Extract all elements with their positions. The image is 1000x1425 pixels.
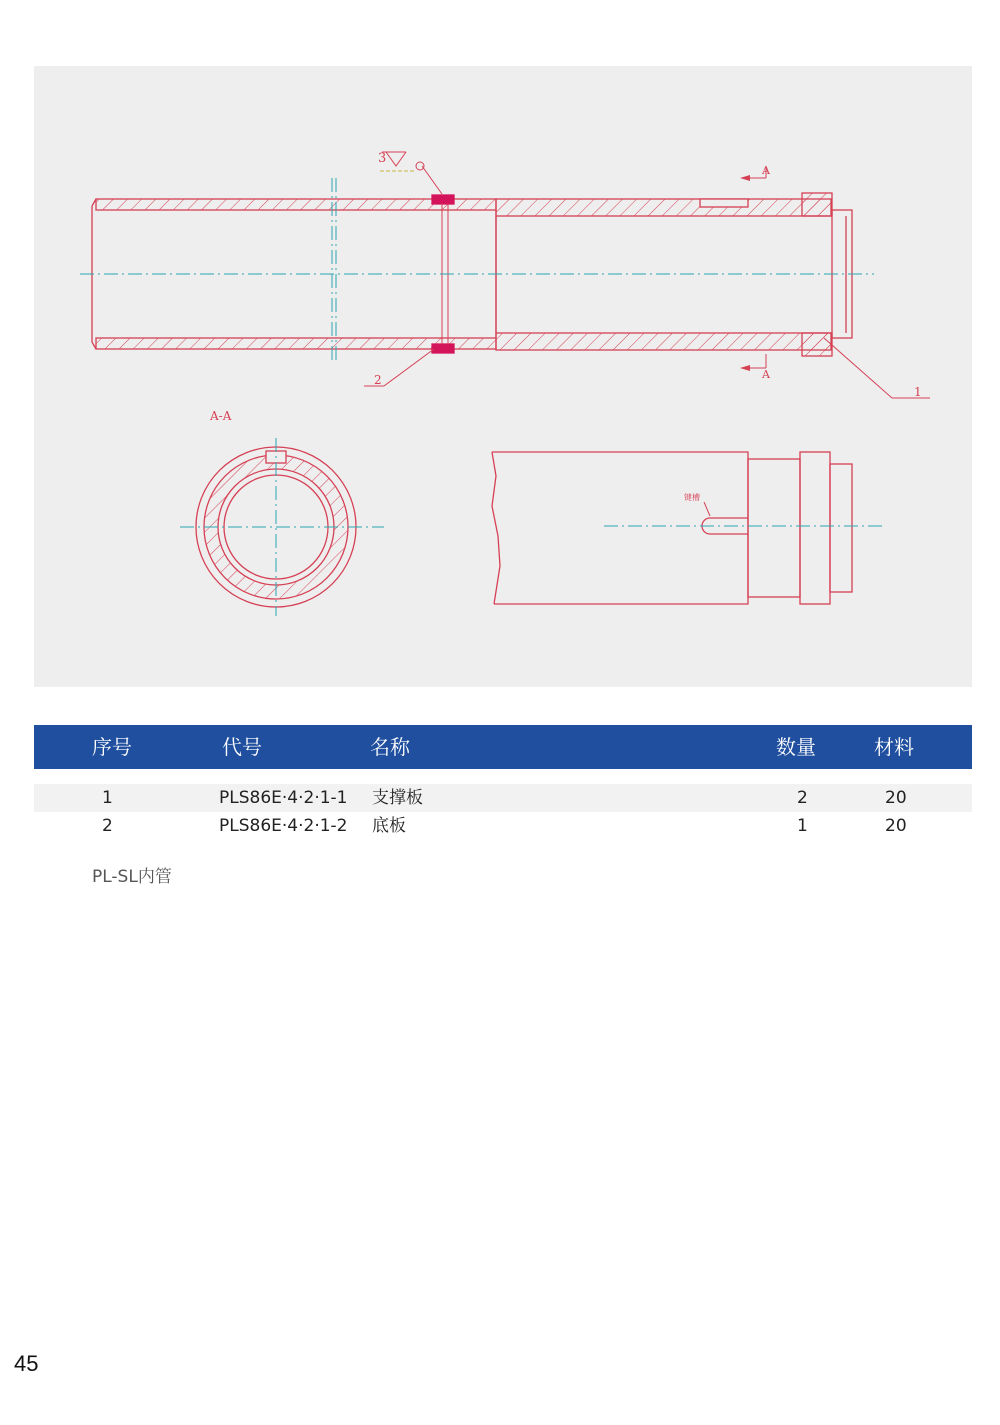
header-code: 代号 <box>222 735 262 759</box>
row-index: 1 <box>102 788 113 808</box>
pipe-section-view <box>92 152 930 398</box>
row-quantity: 2 <box>797 788 808 808</box>
weld-bottom <box>432 344 454 353</box>
row-quantity: 1 <box>797 816 808 836</box>
row-code: PLS86E·4·2·1-1 <box>219 788 348 808</box>
row-index: 2 <box>102 816 113 836</box>
callout-2: 2 <box>374 373 382 387</box>
detail-note: 键槽 <box>684 493 700 502</box>
page-number: 45 <box>14 1351 39 1376</box>
callout-1: 1 <box>914 385 922 399</box>
row-code: PLS86E·4·2·1-2 <box>219 816 348 836</box>
section-label: A-A <box>210 409 232 423</box>
cut-mark-bottom: A <box>762 368 770 381</box>
side-view <box>492 452 852 604</box>
drawing-panel <box>34 66 972 687</box>
row-material: 20 <box>885 816 907 836</box>
weld-symbol-number: 3 <box>378 151 387 166</box>
figure-caption: PL-SL内管 <box>92 867 172 887</box>
header-material: 材料 <box>874 735 914 759</box>
header-name: 名称 <box>370 735 410 759</box>
header-quantity: 数量 <box>776 735 816 759</box>
technical-drawing <box>34 66 972 687</box>
table-row <box>34 784 972 812</box>
row-material: 20 <box>885 788 907 808</box>
cut-mark-top: A <box>762 164 770 177</box>
row-name: 底板 <box>372 816 406 836</box>
table-row <box>34 812 972 840</box>
right-tube-wall-top <box>496 199 831 216</box>
row-name: 支撑板 <box>372 788 423 808</box>
right-tube-wall-bottom <box>496 333 831 350</box>
weld-top <box>432 195 454 204</box>
parts-table-header <box>34 725 972 769</box>
header-index: 序号 <box>92 735 132 759</box>
